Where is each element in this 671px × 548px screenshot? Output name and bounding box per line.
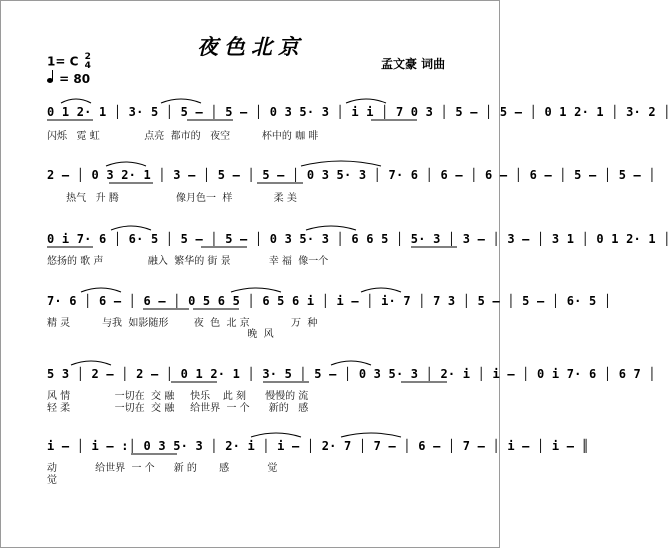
lyrics-line-4b: 晚 风	[47, 329, 274, 340]
slur-mark	[61, 99, 91, 103]
key-label: 1= C	[47, 54, 79, 69]
tempo-value: = 80	[55, 72, 91, 86]
lyrics-line-2: 热气 升 腾 像月色一 样 柔 美	[47, 193, 297, 204]
notation-line-2: 2 – │ 0 3 2· 1 │ 3 – │ 5 – │ 5 – │ 0 3 5· 3 │ 7· 6 │ 6 – │ 6 – │ 6 – │ 5 – │ 5 – │	[47, 168, 656, 182]
quarter-note-icon	[47, 71, 55, 83]
slur-mark	[251, 433, 301, 437]
notation-line-5: 5 3 │ 2 – │ 2 – │ 0 1 2· 1 │ 3· 5 │ 5 – │ 0 3 5· 3 │ 2· i │ i – │ 0 i 7· 6 │ 6 7 │	[47, 367, 656, 381]
notation-line-3: 0 i 7· 6 │ 6· 5 │ 5 – │ 5 – │ 0 3 5· 3 │ 6 6 5 │ 5· 3 │ 3 – │ 3 – │ 3 1 │ 0 1 2· 1 │	[47, 232, 671, 246]
slur-mark	[81, 288, 121, 292]
slur-mark	[161, 99, 201, 103]
time-signature	[85, 53, 91, 71]
slur-mark	[111, 226, 151, 230]
notation-line-1: 0 1 2· 1 │ 3· 5 │ 5 – │ 5 – │ 0 3 5· 3 │ i i │ 7 0 3 │ 5 – │ 5 – │ 0 1 2· 1 │ 3· 2 │	[47, 105, 671, 119]
notation-line-4: 7· 6 │ 6 – │ 6 – │ 0 5 6 5 │ 6 5 6 i │ i – │ i· 7 │ 7 3 │ 5 – │ 5 – │ 6· 5 │	[47, 294, 612, 308]
slur-mark	[331, 361, 371, 365]
slur-mark	[106, 162, 146, 166]
slur-mark	[346, 99, 386, 103]
lyrics-line-4a: 精 灵 与我 如影随形 夜 色 北 京 万 种	[47, 318, 318, 329]
composer-credit: 孟文豪 词曲	[381, 57, 446, 71]
song-title: 夜色北京	[197, 34, 305, 59]
slur-mark	[301, 161, 381, 166]
lyrics-line-6a: 动 给世界 一 个 新 的 感 觉	[47, 463, 278, 474]
lyrics-line-5a: 风 情 一切在 交 融 快乐 此 刻 慢慢的 流	[47, 391, 309, 402]
notation-line-6: i – │ i – :│ 0 3 5· 3 │ 2· i │ i – │ 2· 7 │ 7 – │ 6 – │ 7 – │ i – │ i – ║	[47, 439, 589, 453]
lyrics-line-5b: 轻 柔 一切在 交 融 给世界 一 个 新的 感	[47, 403, 309, 414]
slur-mark	[306, 226, 356, 230]
slur-mark	[231, 288, 281, 292]
lyrics-line-3: 悠扬的 歌 声 融入 繁华的 街 景 幸 福 像一个	[47, 256, 329, 267]
slur-mark	[361, 288, 401, 292]
tempo-marking	[47, 71, 90, 86]
slur-mark	[71, 361, 111, 365]
lyrics-line-1: 闪烁 霓 虹 点亮 都市的 夜空 杯中的 咖 啡	[47, 131, 319, 142]
slur-mark	[341, 433, 401, 437]
key-signature	[47, 53, 91, 71]
lyrics-line-6b: 觉	[47, 475, 57, 486]
meter-top: 2	[84, 52, 91, 62]
meter-bottom: 4	[84, 61, 91, 71]
